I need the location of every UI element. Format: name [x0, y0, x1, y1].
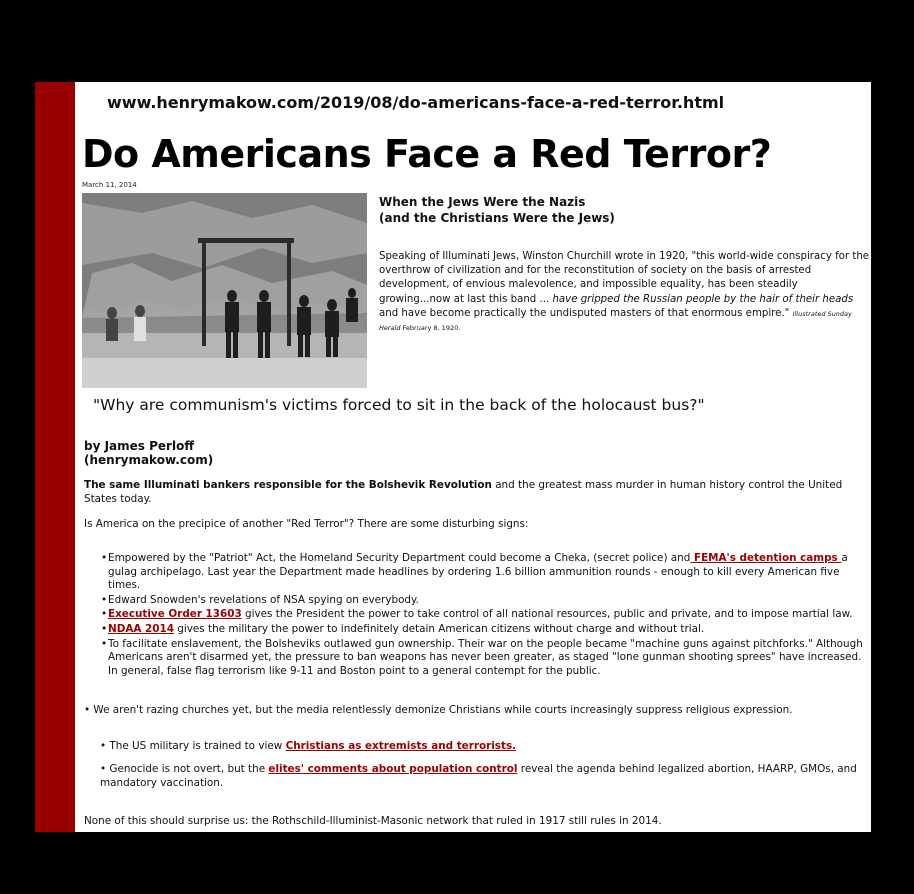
genocide-paragraph [100, 763, 866, 790]
christians-extremists-link[interactable]: Christians as extremists and terrorists. [285, 740, 517, 752]
list-item: • Edward Snowden's revelations of NSA spying on everybody. [101, 594, 867, 608]
executive-order-link[interactable]: Executive Order 13603 [108, 608, 242, 621]
genocide-text: • Genocide is not overt, but the [100, 763, 269, 775]
list-item [101, 552, 867, 593]
intro-italic: have gripped the Russian people by the hair of their heads [552, 293, 854, 305]
lead-bold: The same Illuminati bankers responsible for the Bolshevik Revolution [84, 479, 492, 491]
article-panel [35, 82, 871, 832]
list-item-text: Empowered by the "Patriot" Act, the Homeland Security Department could become a Cheka, (secret police) and [108, 552, 691, 564]
closing-paragraph: None of this should surprise us: the Rothschild-Illuminist-Masonic network that ruled in 1917 still rules in 2014. [84, 815, 662, 827]
list-item [101, 608, 867, 622]
author-site: (henrymakow.com) [84, 453, 214, 467]
execution-photo-icon [82, 193, 367, 388]
citation-date: February 8, 1920. [400, 324, 461, 333]
population-control-link[interactable]: elites' comments about population control [268, 763, 518, 775]
lead-rest: and the greatest mass murder in human history control the United States today. [84, 479, 843, 505]
article-title: Do Americans Face a Red Terror? [82, 132, 772, 176]
lead-paragraph [84, 478, 864, 506]
subheading [379, 194, 615, 226]
citation-source: Illustrated Sunday Herald [379, 309, 852, 333]
list-item-text: gives the military the power to indefinitely detain American citizens without charge and without trial. [173, 622, 705, 635]
list-item: • To facilitate enslavement, the Bolsheviks outlawed gun ownership. Their war on the people became "machine guns against pitchforks." Although Americans aren't disarmed yet, the pressure to ban weapons has never been greater, as staged "lone gunman shooting sprees" have increased. In general, false flag terrorism like 9-11 and Boston point to a general contempt for the public. [101, 638, 867, 679]
list-item-text: a gulag archipelago. Last year the Department made headlines by ordering 1.6 billion ammunition rounds - enough to kill every American five times. [108, 552, 848, 592]
subheading-line-2: (and the Christians Were the Jews) [379, 211, 615, 225]
military-text: • The US military is trained to view [100, 740, 286, 752]
historical-photo [82, 193, 367, 388]
fema-camps-link[interactable]: FEMA's detention camps [690, 552, 842, 564]
intro-text: Speaking of Illuminati Jews, Winston Churchill wrote in 1920, "this world-wide conspiracy for the overthrow of civilization and for the reconstitution of society on the basis of arrested development, of envious malevolence, and impossible equality, has been steadily growing...now at last this band ... [379, 251, 870, 305]
question-paragraph: Is America on the precipice of another "Red Terror"? There are some disturbing signs: [84, 518, 529, 530]
red-side-stripe [35, 82, 75, 832]
page-url[interactable]: www.henrymakow.com/2019/08/do-americans-face-a-red-terror.html [107, 93, 725, 112]
article-date: March 11, 2014 [82, 181, 137, 189]
churches-paragraph: • We aren't razing churches yet, but the media relentlessly demonize Christians while courts increasingly suppress religious expression. [84, 704, 793, 716]
intro-text-2: and have become practically the undisputed masters of that enormous empire." [379, 307, 793, 319]
list-item-text: gives the President the power to take control of all national resources, public and private, and to impose martial law. [241, 608, 853, 621]
genocide-text-2: reveal the agenda behind legalized abortion, HAARP, GMOs, and mandatory vaccination. [100, 763, 857, 789]
pull-quote: "Why are communism's victims forced to sit in the back of the holocaust bus?" [93, 396, 705, 414]
churchill-quote-paragraph [379, 250, 871, 335]
ndaa-link[interactable]: NDAA 2014 [108, 622, 174, 635]
byline [84, 439, 213, 467]
subheading-line-1: When the Jews Were the Nazis [379, 195, 586, 209]
military-paragraph [100, 740, 866, 754]
signs-list [101, 552, 867, 679]
author-name: by James Perloff [84, 439, 195, 453]
list-item [101, 623, 867, 637]
